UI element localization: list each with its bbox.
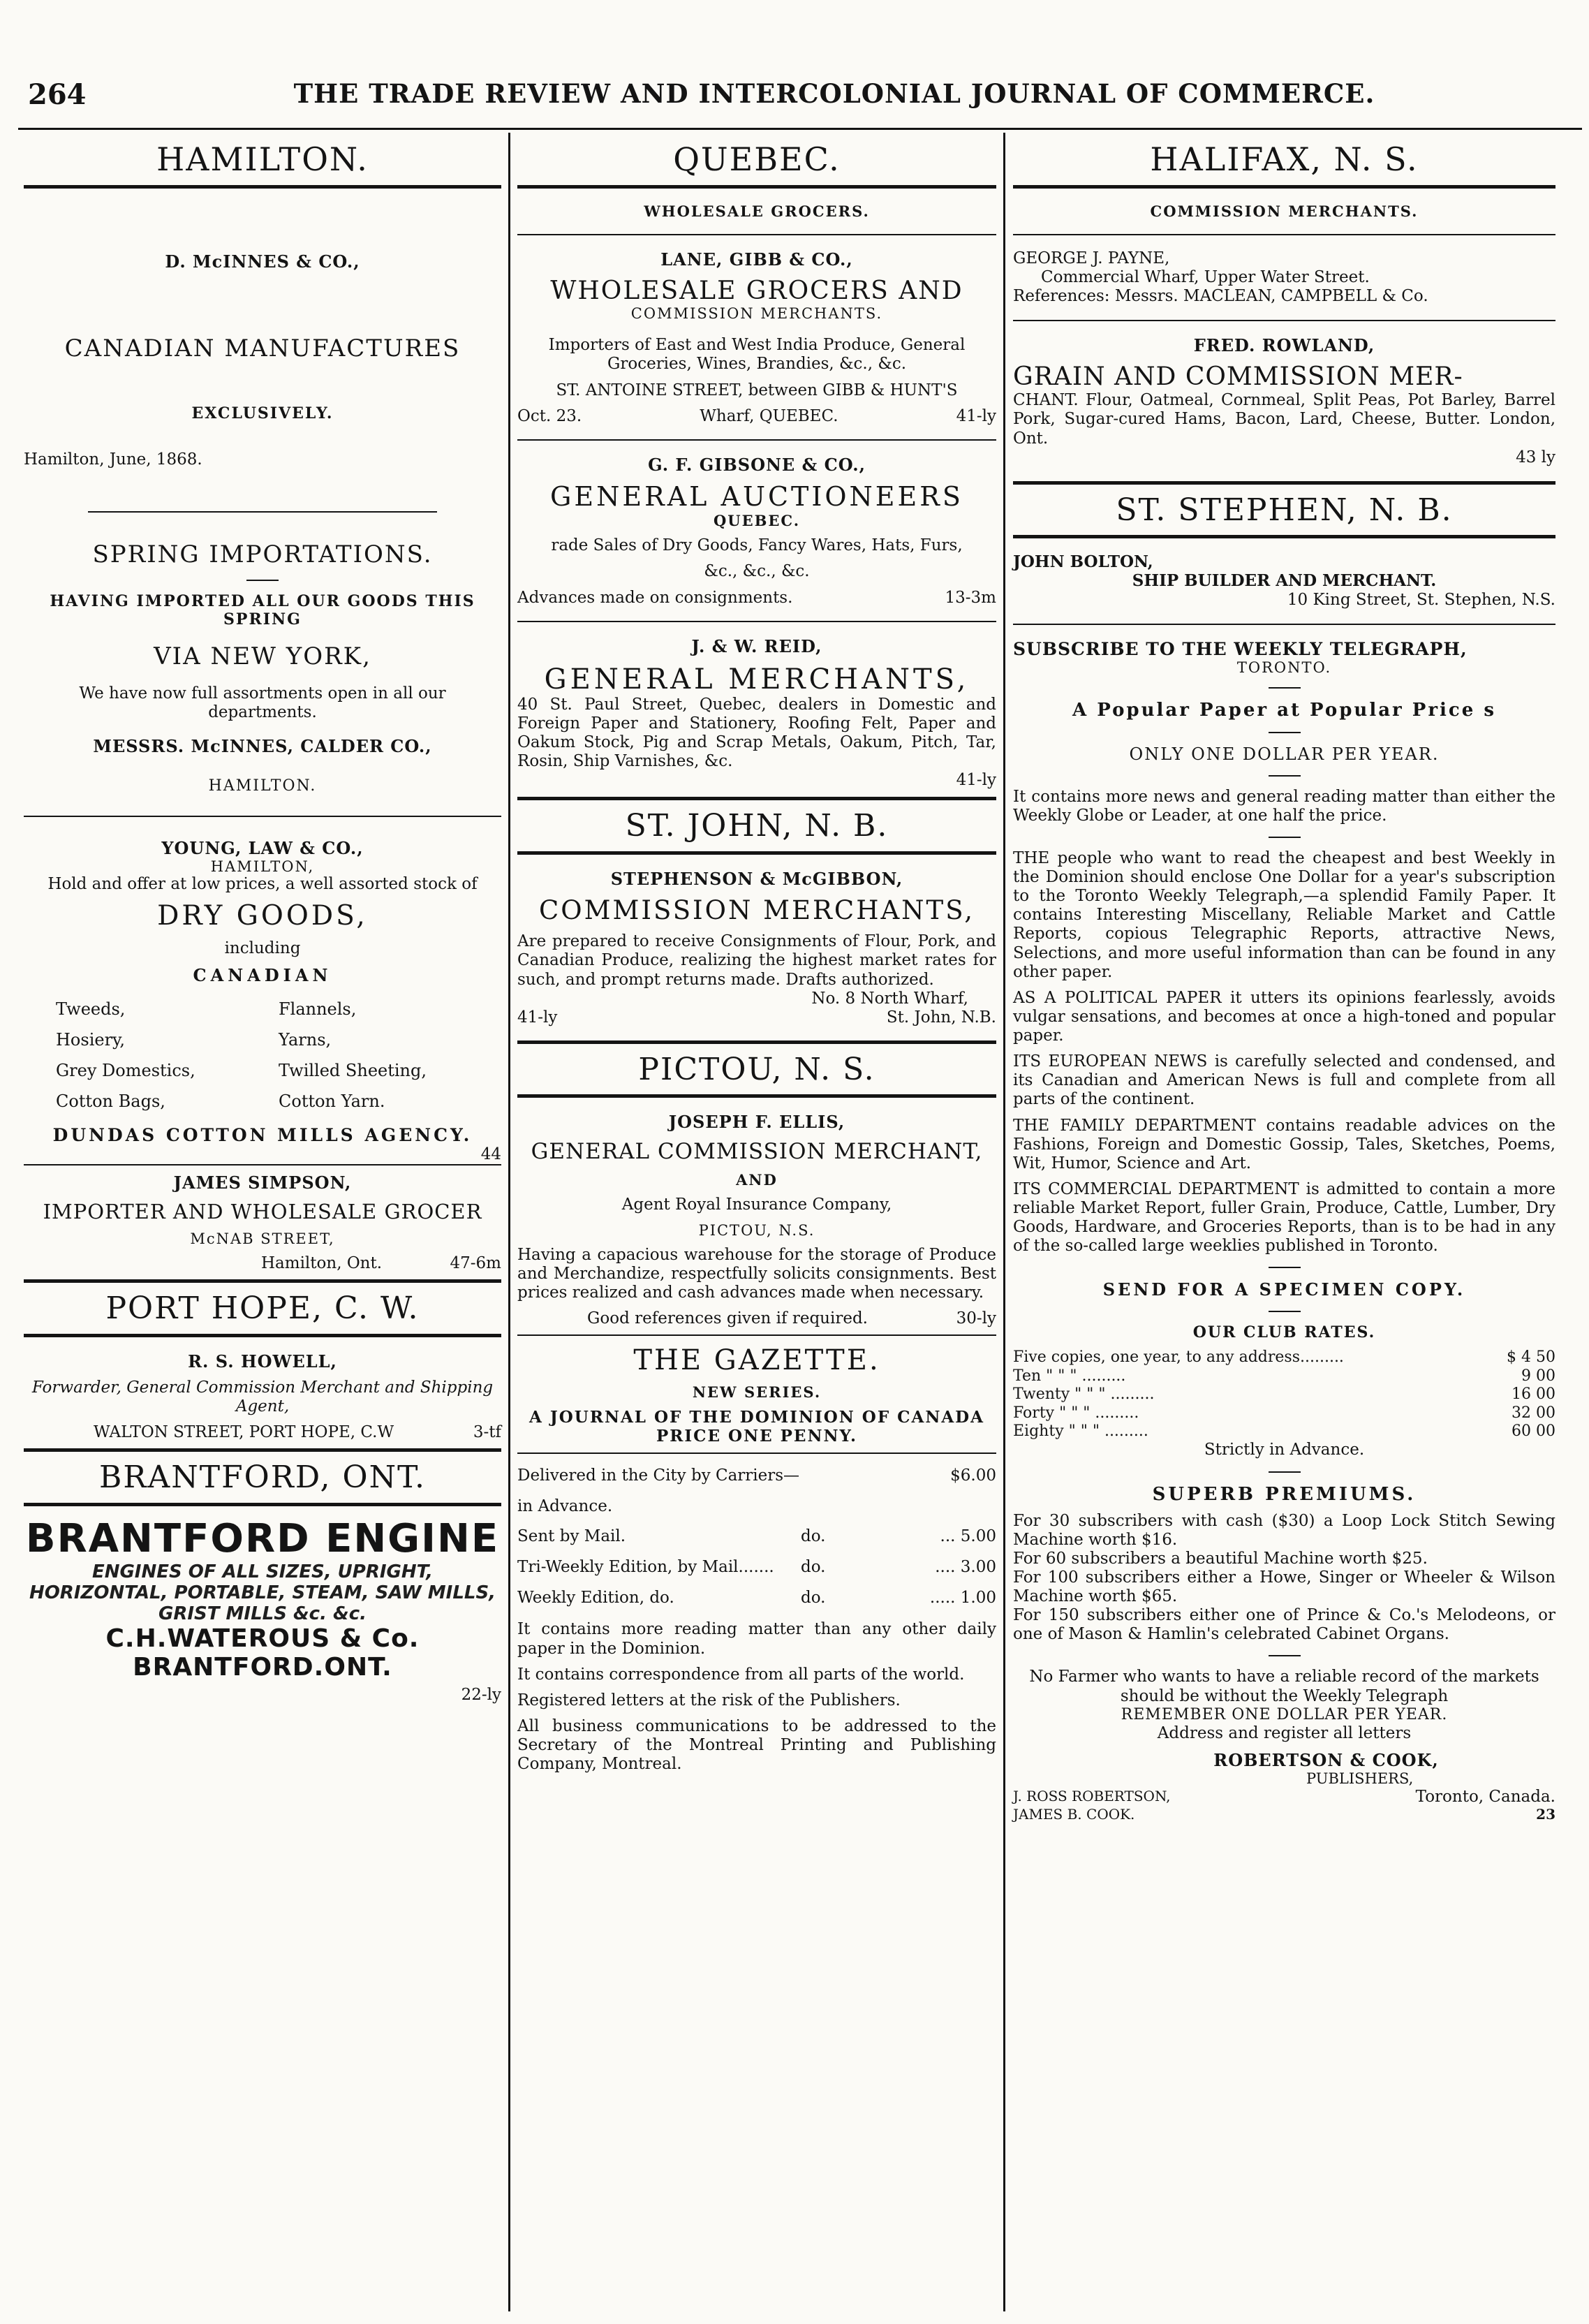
signature: J. ROSS ROBERTSON, (1013, 1787, 1171, 1804)
section-heading-quebec: QUEBEC. (673, 140, 841, 178)
ad-address: Wharf, QUEBEC. (700, 406, 838, 425)
section-heading-st-stephen: ST. STEPHEN, N. B. (1116, 492, 1453, 528)
ad-headline: OUR CLUB RATES. (1192, 1323, 1376, 1342)
price-do: do. (801, 1588, 826, 1607)
ad-footer (517, 1008, 996, 1027)
ad-reference: 47-6m (450, 1254, 501, 1273)
divider (1269, 1267, 1301, 1268)
divider (1013, 481, 1555, 485)
ad-reference: 41-ly (956, 406, 996, 425)
ad-address: Commercial Wharf, Upper Water Street. (1041, 268, 1370, 287)
price-amount: ... 5.00 (940, 1527, 996, 1546)
rate-amount: 9 00 (1521, 1367, 1555, 1385)
advertiser-name: LANE, GIBB & CO., (660, 249, 853, 270)
logo-title: BRANTFORD ENGINE (25, 1515, 500, 1561)
divider (24, 1503, 501, 1506)
section-heading-st-john: ST. JOHN, N. B. (625, 808, 889, 844)
ad-text: Agent Royal Insurance Company, (621, 1196, 892, 1214)
rate-label: Ten " " " ......... (1013, 1367, 1126, 1385)
advertiser-name: JOSEPH F. ELLIS, (668, 1112, 845, 1133)
ad-text: Importers of East and West India Produce, General Groceries, Wines, Brandies, &c., &c. (548, 336, 966, 374)
ad-text: SHIP BUILDER AND MERCHANT. (1132, 571, 1437, 591)
advertiser-name: R. S. HOWELL, (188, 1351, 337, 1372)
price-label: Delivered in the City by Carriers—in Advance. (517, 1466, 800, 1515)
price-do (801, 1461, 899, 1522)
price-row (517, 1583, 996, 1614)
section-heading-pictou: PICTOU, N. S. (638, 1051, 875, 1087)
ad-address: No. 8 North Wharf, (811, 989, 968, 1008)
goods-item: Yarns, (279, 1030, 332, 1050)
divider (1269, 1655, 1301, 1656)
ad-headline: GENERAL AUCTIONEERS (550, 480, 963, 512)
page-header (28, 78, 1571, 120)
ad-headline: GENERAL MERCHANTS, (544, 663, 970, 696)
ad-place: TORONTO. (1236, 659, 1332, 676)
advertiser-name: G. F. GIBSONE & CO., (648, 454, 866, 475)
goods-item: Cotton Bags, (56, 1091, 165, 1112)
section-subheading: COMMISSION MERCHANTS. (1150, 202, 1419, 220)
ad-headline: COMMISSION MERCHANTS, (538, 895, 975, 925)
divider (24, 1279, 501, 1283)
rate-label: Forty " " " ......... (1013, 1404, 1139, 1422)
logo-text: ENGINES OF ALL SIZES, UPRIGHT, HORIZONTAL, PORTABLE, STEAM, SAW MILLS, GRIST MILLS &c. &c. (29, 1561, 496, 1624)
ad-slogan: A Popular Paper at Popular Price s (1072, 699, 1496, 721)
rate-row (1013, 1404, 1555, 1422)
ad-reference: 43 ly (1516, 448, 1555, 466)
column-3 (1007, 133, 1561, 2315)
ad-text: REMEMBER ONE DOLLAR PER YEAR. (1121, 1705, 1448, 1723)
ad-place: Hamilton, Ont. (261, 1254, 383, 1273)
ad-headline: SUPERB PREMIUMS. (1152, 1483, 1417, 1505)
column-2 (512, 133, 1002, 2315)
ad-text: Address and register all letters (1157, 1723, 1412, 1742)
ad-text: Good references given if required. (587, 1309, 868, 1328)
brantford-engine-works-logo (24, 1516, 501, 1682)
column-rule-2 (1003, 133, 1005, 2311)
column-rule-1 (508, 133, 510, 2311)
ad-place: HAMILTON, (210, 858, 315, 876)
running-title: THE TRADE REVIEW AND INTERCOLONIAL JOURNAL OF COMMERCE. (293, 78, 1375, 109)
advertiser-name: D. McINNES & CO., (165, 251, 360, 272)
price-amount: .... 3.00 (935, 1558, 996, 1577)
ad-reference: 30-ly (956, 1309, 996, 1328)
ad-text: ITS EUROPEAN NEWS is carefully selected and condensed, and its Canadian and American News is full and complete from all parts of the continent. (1013, 1052, 1555, 1109)
publisher-name: ROBERTSON & COOK, (1213, 1749, 1439, 1770)
rate-label: Twenty " " " ......... (1013, 1385, 1155, 1404)
ad-reference: 3-tf (473, 1423, 501, 1442)
ad-text: Strictly in Advance. (1204, 1441, 1365, 1459)
ad-headline: WHOLESALE GROCERS AND (550, 276, 963, 305)
section-heading-hamilton: HAMILTON. (156, 140, 369, 178)
ad-text: For 150 subscribers either one of Prince & Co.'s Melodeons, or one of Mason & Hamlin's celebrated Cabinet Organs. (1013, 1606, 1555, 1644)
ad-text: Advances made on consignments. (517, 588, 793, 607)
gazette-price-list (517, 1461, 996, 1613)
column-1 (18, 133, 507, 2315)
ad-footer (517, 1309, 996, 1328)
ad-text: McNAB STREET, (190, 1230, 335, 1248)
ad-text: THE people who want to read the cheapest and best Weekly in the Dominion should enclose One Dollar for a year's subscription to the Toronto Weekly Telegraph,—a splendid Family Paper. It contains Interesting Miscellany, Reliable Market and Cattle Reports, copious Telegraphic Reports, attractive News, Selections, and more useful information than can be found in any other paper. (1013, 848, 1555, 981)
price-row (517, 1552, 996, 1583)
ad-text: CHANT. Flour, Oatmeal, Cornmeal, Split Peas, Pot Barley, Barrel Pork, Sugar-cured Hams, Bacon, Lard, Cheese, Butter. London, Ont. (1013, 391, 1555, 448)
price-amount: $6.00 (950, 1466, 996, 1485)
ad-headline: IMPORTER AND WHOLESALE GROCER (43, 1200, 482, 1224)
signature: JAMES B. COOK. (1013, 1805, 1135, 1823)
ad-text: HAVING IMPORTED ALL OUR GOODS THIS SPRING (50, 592, 475, 629)
ad-text: For 30 subscribers with cash ($30) a Loop Lock Stitch Sewing Machine worth $16. (1013, 1511, 1555, 1549)
divider (246, 580, 279, 581)
rate-amount: 32 00 (1512, 1404, 1555, 1422)
divider (1269, 1471, 1301, 1473)
ad-text: No Farmer who wants to have a reliable record of the markets should be without the Weekly Telegraph (1029, 1668, 1539, 1705)
price-do: do. (801, 1527, 826, 1546)
divider (1269, 1311, 1301, 1312)
ad-reference: 22-ly (461, 1685, 501, 1704)
ad-text: AND (736, 1171, 778, 1189)
ad-headline: CANADIAN MANUFACTURES (64, 334, 461, 362)
goods-item: Tweeds, (56, 999, 126, 1020)
ad-place: Toronto, Canada. (1415, 1787, 1555, 1806)
ad-address: 10 King Street, St. Stephen, N.S. (1287, 590, 1555, 609)
divider (1269, 775, 1301, 777)
ad-text: &c., &c., &c. (704, 562, 810, 581)
page-number: 264 (28, 78, 87, 111)
ad-text: CANADIAN (193, 965, 332, 986)
divider (517, 797, 996, 800)
ad-headline: VIA NEW YORK, (154, 642, 371, 671)
ad-headline: SEND FOR A SPECIMEN COPY. (1102, 1279, 1466, 1300)
price-do: do. (801, 1558, 826, 1577)
ad-text: All business communications to be addressed to the Secretary of the Montreal Printing and Publishing Company, Montreal. (517, 1716, 996, 1774)
ad-text: ONLY ONE DOLLAR PER YEAR. (1129, 744, 1440, 764)
ad-text: For 60 subscribers a beautiful Machine worth $25. (1013, 1549, 1428, 1568)
ad-text: Are prepared to receive Consignments of Flour, Pork, and Canadian Produce, realizing the highest market rates for such, and prompt returns made. Drafts authorized. (517, 932, 996, 989)
advertiser-name: STEPHENSON & McGIBBON, (610, 868, 903, 889)
divider (1269, 837, 1301, 838)
goods-item: Flannels, (279, 999, 357, 1020)
header-rule (18, 128, 1582, 130)
advertiser-name: FRED. ROWLAND, (1193, 335, 1375, 356)
price-row (517, 1522, 996, 1552)
logo-footer: C.H.WATEROUS & Co. BRANTFORD.ONT. (105, 1624, 420, 1682)
dateline: Hamilton, June, 1868. (24, 450, 202, 469)
section-heading-halifax: HALIFAX, N. S. (1150, 140, 1419, 178)
section-heading-brantford: BRANTFORD, ONT. (99, 1459, 426, 1496)
ad-text: We have now full assortments open in all our departments. (79, 684, 446, 722)
ad-text: COMMISSION MERCHANTS. (630, 305, 883, 323)
divider (517, 1040, 996, 1044)
advertiser-name: JOHN BOLTON, (1013, 552, 1153, 572)
ad-date: Oct. 23. (517, 406, 582, 425)
price-label: Tri-Weekly Edition, by Mail....... (517, 1558, 774, 1577)
rate-row (1013, 1385, 1555, 1404)
ad-text: GEORGE J. PAYNE, (1013, 249, 1170, 267)
ad-text: Hold and offer at low prices, a well assorted stock of (47, 875, 478, 894)
goods-item: Cotton Yarn. (279, 1091, 385, 1112)
ad-footer (517, 589, 996, 607)
ad-text: including (224, 939, 301, 958)
ad-text: Forwarder, General Commission Merchant and Shipping Agent, (31, 1378, 494, 1416)
goods-item: Grey Domestics, (56, 1061, 195, 1081)
ad-place: PICTOU, N.S. (698, 1221, 815, 1239)
ad-text: DUNDAS COTTON MILLS AGENCY. (52, 1125, 473, 1146)
rate-row (1013, 1422, 1555, 1441)
signature-block (1013, 1806, 1555, 1823)
advertiser-name: J. & W. REID, (691, 635, 822, 656)
ad-footer (24, 1254, 501, 1272)
divider (517, 1334, 996, 1336)
rate-label: Five copies, one year, to any address......... (1013, 1348, 1344, 1367)
ad-place: QUEBEC. (713, 512, 801, 530)
ad-footer (24, 1423, 501, 1441)
ad-headline: SPRING IMPORTATIONS. (92, 540, 433, 569)
ad-headline: A JOURNAL OF THE DOMINION OF CANADA PRICE ONE PENNY. (529, 1407, 984, 1446)
rate-amount: 60 00 (1512, 1422, 1555, 1441)
ad-text: It contains correspondence from all parts of the world. (517, 1665, 965, 1684)
ad-address: ST. ANTOINE STREET, between GIBB & HUNT'S (556, 381, 958, 399)
rate-row (1013, 1367, 1555, 1385)
ad-address: St. John, N.B. (886, 1008, 996, 1027)
ad-reference: 13-3m (945, 588, 996, 607)
page-corner-mark: 23 (1536, 1805, 1555, 1823)
ad-headline: GENERAL COMMISSION MERCHANT, (531, 1139, 983, 1165)
section-heading-gazette: THE GAZETTE. (633, 1344, 880, 1376)
ad-text: ITS COMMERCIAL DEPARTMENT is admitted to contain a more reliable Market Report, fuller Grain, Produce, Cattle, Lumber, Dry Goods, Hardware, and Groceries Reports, than is to be had in any of the so-called large weeklies published in Toronto. (1013, 1179, 1555, 1256)
divider (1269, 687, 1301, 689)
goods-list (24, 999, 501, 1111)
ad-text: Having a capacious warehouse for the storage of Produce and Merchandize, respectfully solicits consignments. Best prices realized and cash advances made when necessary. (517, 1245, 996, 1302)
rate-label: Eighty " " " ......... (1013, 1422, 1148, 1441)
rate-amount: 16 00 (1512, 1385, 1555, 1404)
rate-amount: $ 4 50 (1507, 1348, 1555, 1367)
section-subheading: NEW SERIES. (692, 1383, 822, 1401)
ad-text: PUBLISHERS, (1306, 1770, 1414, 1787)
ad-place: HAMILTON. (208, 777, 317, 795)
ad-headline: DRY GOODS, (157, 900, 368, 932)
rate-row (1013, 1348, 1555, 1367)
price-label: Weekly Edition, do. (517, 1588, 674, 1607)
ad-text: Registered letters at the risk of the Publishers. (517, 1691, 901, 1709)
price-amount: ..... 1.00 (929, 1588, 996, 1607)
ad-text: EXCLUSIVELY. (191, 404, 334, 422)
ad-text: THE FAMILY DEPARTMENT contains readable advices on the Fashions, Foreign and Domestic Gossip, Tales, Sketches, Poems, Wit, Humor, Science and Art. (1013, 1116, 1555, 1172)
ad-address: WALTON STREET, PORT HOPE, C.W (94, 1423, 394, 1442)
ad-text: References: Messrs. MACLEAN, CAMPBELL & Co. (1013, 287, 1428, 306)
divider (88, 511, 437, 513)
ad-text: rade Sales of Dry Goods, Fancy Wares, Hats, Furs, (551, 536, 963, 555)
ad-text: AS A POLITICAL PAPER it utters its opinions fearlessly, avoids vulgar sensations, and becomes at once a high-toned and popular paper. (1013, 988, 1555, 1045)
divider (24, 1448, 501, 1452)
ad-text: For 100 subscribers either a Howe, Singer or Wheeler & Wilson Machine worth $65. (1013, 1568, 1555, 1606)
goods-item: Hosiery, (56, 1030, 126, 1050)
ad-reference: 41-ly (517, 1008, 558, 1027)
advertiser-name: MESSRS. McINNES, CALDER CO., (93, 736, 432, 757)
ad-text: It contains more reading matter than any other daily paper in the Dominion. (517, 1620, 996, 1658)
ad-text: 40 St. Paul Street, Quebec, dealers in Domestic and Foreign Paper and Stationery, Roofing Felt, Paper and Oakum Stock, Pig and Scrap Metals, Oakum, Pitch, Tar, Rosin, Ship Varnishes, &c. (517, 695, 996, 770)
advertiser-name: JAMES SIMPSON, (173, 1172, 352, 1193)
ad-headline: SUBSCRIBE TO THE WEEKLY TELEGRAPH, (1013, 638, 1468, 659)
ad-headline: GRAIN AND COMMISSION MER- (1013, 362, 1463, 392)
ad-reference: 41-ly (956, 771, 996, 790)
price-row (517, 1461, 996, 1522)
ad-text: It contains more news and general reading matter than either the Weekly Globe or Leader, at one half the price. (1013, 787, 1555, 825)
divider (1269, 732, 1301, 733)
advertiser-name: YOUNG, LAW & CO., (161, 838, 364, 859)
section-heading-port-hope: PORT HOPE, C. W. (105, 1290, 420, 1327)
section-subheading: WHOLESALE GROCERS. (644, 202, 870, 220)
price-label: Sent by Mail. (517, 1527, 626, 1546)
goods-item: Twilled Sheeting, (279, 1061, 427, 1081)
ad-reference: 44 (480, 1145, 501, 1164)
club-rates-table (1013, 1348, 1555, 1441)
signature-block (1013, 1788, 1555, 1806)
ad-footer (517, 407, 996, 425)
